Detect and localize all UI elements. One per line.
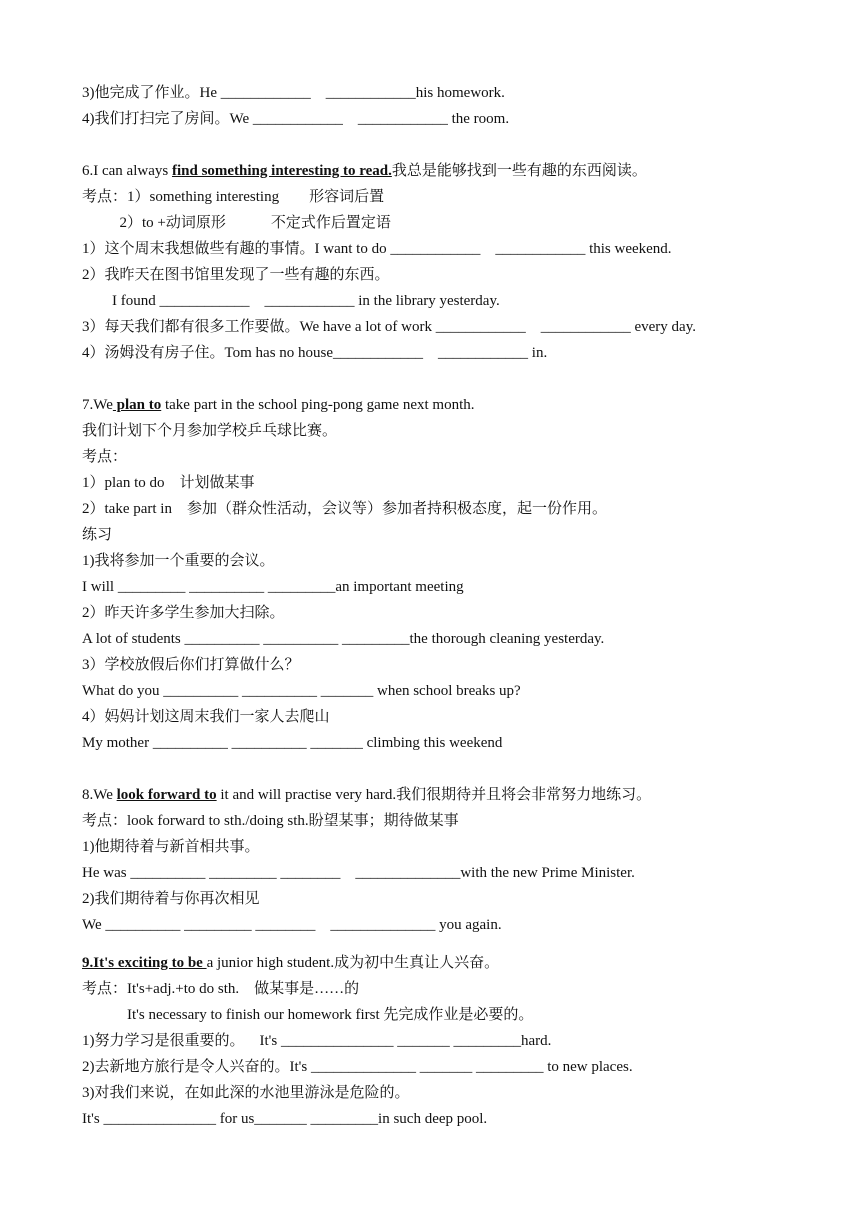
text-line: 3)对我们来说，在如此深的水池里游泳是危险的。	[82, 1085, 410, 1101]
heading-prefix: 8.We	[82, 787, 117, 803]
section-6-heading	[82, 161, 647, 181]
heading-translation: 我总是能够找到一些有趣的东西阅读。	[391, 163, 647, 179]
text-line: 4）妈妈计划这周末我们一家人去爬山	[82, 709, 330, 725]
text-line: 2)我们期待着与你再次相见	[82, 891, 260, 907]
heading-rest: take part in the school ping-pong game next month.	[164, 397, 475, 413]
text-line: 2)去新地方旅行是令人兴奋的。It's ______________ _______ _________ to new places.	[82, 1059, 633, 1075]
text-line: 1)努力学习是很重要的。 It's _______________ _______ _________hard.	[82, 1033, 552, 1049]
section-9-heading	[82, 953, 499, 973]
text-line: We __________ _________ ________ ______________ you again.	[82, 917, 502, 933]
key-phrase: plan to	[112, 397, 162, 413]
section-8-heading	[82, 785, 651, 805]
text-line: 考点：look forward to sth./doing sth.盼望某事；期待做某事	[82, 813, 459, 829]
section-7-heading	[82, 395, 475, 415]
text-line: My mother __________ __________ _______ climbing this weekend	[82, 735, 503, 751]
text-line: It's _______________ for us_______ _________in such deep pool.	[82, 1111, 488, 1127]
text-line: 1）这个周末我想做些有趣的事情。I want to do ____________ ____________ this weekend.	[82, 241, 672, 257]
text-line: 考点：	[82, 449, 128, 465]
text-line: 1)我将参加一个重要的会议。	[82, 553, 275, 569]
text-line: 4）汤姆没有房子住。Tom has no house____________ ____________ in.	[82, 345, 548, 361]
heading-rest: a junior high student.成为初中生真让人兴奋。	[206, 955, 500, 971]
heading-prefix: 7.We	[82, 397, 113, 413]
text-line: 1)他期待着与新首相共事。	[82, 839, 260, 855]
text-line: He was __________ _________ ________ ______________with the new Prime Minister.	[82, 865, 635, 881]
key-phrase: look forward to	[116, 787, 217, 803]
text-line: A lot of students __________ __________ _________the thorough cleaning yesterday.	[82, 631, 605, 647]
heading-rest: it and will practise very hard.我们很期待并且将会非常努力地练习。	[220, 787, 652, 803]
text-line: 3)他完成了作业。He ____________ ____________his homework.	[82, 85, 505, 101]
text-line: What do you __________ __________ _______ when school breaks up?	[82, 683, 521, 699]
text-line: 2）昨天许多学生参加大扫除。	[82, 605, 285, 621]
text-line: 考点：It's+adj.+to do sth. 做某事是……的	[82, 981, 360, 997]
text-line: 3）学校放假后你们打算做什么？	[82, 657, 300, 673]
text-line: 考点：1）something interesting 形容词后置	[82, 189, 385, 205]
text-line: 2）我昨天在图书馆里发现了一些有趣的东西。	[82, 267, 390, 283]
text-line: 2）to +动词原形 不定式作后置定语	[82, 215, 391, 231]
key-phrase: find something interesting to read.	[171, 163, 392, 179]
text-line: It's necessary to finish our homework first 先完成作业是必要的。	[82, 1007, 534, 1023]
key-phrase: 9.It's exciting to be	[82, 955, 207, 971]
text-line: I will _________ __________ _________an important meeting	[82, 579, 464, 595]
text-line: 我们计划下个月参加学校乒乓球比赛。	[82, 423, 338, 439]
text-line: I found ____________ ____________ in the library yesterday.	[82, 293, 500, 309]
text-line: 1）plan to do 计划做某事	[82, 475, 255, 491]
text-line: 4)我们打扫完了房间。We ____________ ____________ the room.	[82, 111, 510, 127]
heading-prefix: 6.I can always	[82, 163, 172, 179]
text-line: 3）每天我们都有很多工作要做。We have a lot of work ____________ ____________ every day.	[82, 319, 696, 335]
text-line: 练习	[82, 527, 113, 543]
text-line: 2）take part in 参加（群众性活动，会议等）参加者持积极态度，起一份作用。	[82, 501, 607, 517]
